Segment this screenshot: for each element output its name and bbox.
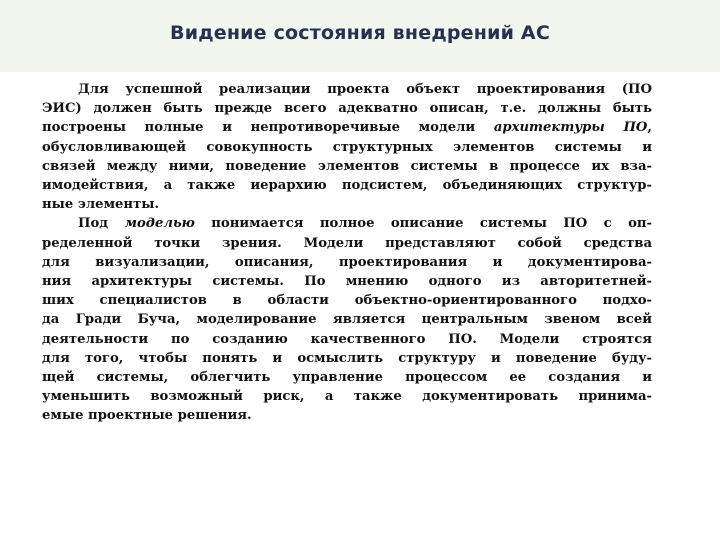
text-run: Под (78, 216, 125, 232)
text-line: ших специалистов в области объектно-ориентированного подхо- (42, 293, 652, 309)
scanned-text-block (42, 80, 652, 426)
text-run: построены полные и непротиворечивые модели (42, 120, 494, 136)
italic-term: архитектуры ПО (493, 120, 648, 136)
text-line (42, 118, 652, 137)
text-line: емые проектные решения. (42, 408, 252, 424)
text-line: обусловливающей совокупность структурных элементов системы и (42, 139, 652, 155)
paragraph-1 (42, 80, 652, 214)
text-line: уменьшить возможный риск, а также документировать принима- (42, 389, 652, 405)
text-line: ния архитектуры системы. По мнению одного из авторитетней- (42, 274, 652, 290)
text-line: ЭИС) должен быть прежде всего адекватно описан, т.е. должны быть (42, 101, 652, 117)
text-line: щей системы, облегчить управление процессом ее создания и (42, 370, 652, 386)
text-line: деятельности по созданию качественного ПО. Модели строятся (42, 331, 652, 347)
paragraph-2 (42, 214, 652, 425)
text-line: для визуализации, описания, проектирования и документирова- (42, 254, 652, 270)
text-run: , (647, 120, 652, 136)
text-line: для того, чтобы понять и осмыслить структуру и поведение буду- (42, 350, 652, 366)
text-line: да Гради Буча, моделирование является центральным звеном всей (42, 312, 652, 328)
text-line: Для успешной реализации проекта объект проектирования (ПО (78, 82, 652, 97)
text-line: связей между ними, поведение элементов системы в процессе их вза- (42, 158, 652, 174)
text-line (42, 214, 652, 233)
slide-title: Видение состояния внедрений АС (170, 22, 550, 44)
text-line: имодействия, а также иерархию подсистем, объединяющих структур- (42, 178, 652, 194)
text-run: понимается полное описание системы ПО с оп- (194, 216, 652, 232)
italic-term: моделью (124, 216, 195, 232)
text-line: ные элементы. (42, 197, 160, 213)
text-line: ределенной точки зрения. Модели представляют собой средства (42, 235, 652, 251)
